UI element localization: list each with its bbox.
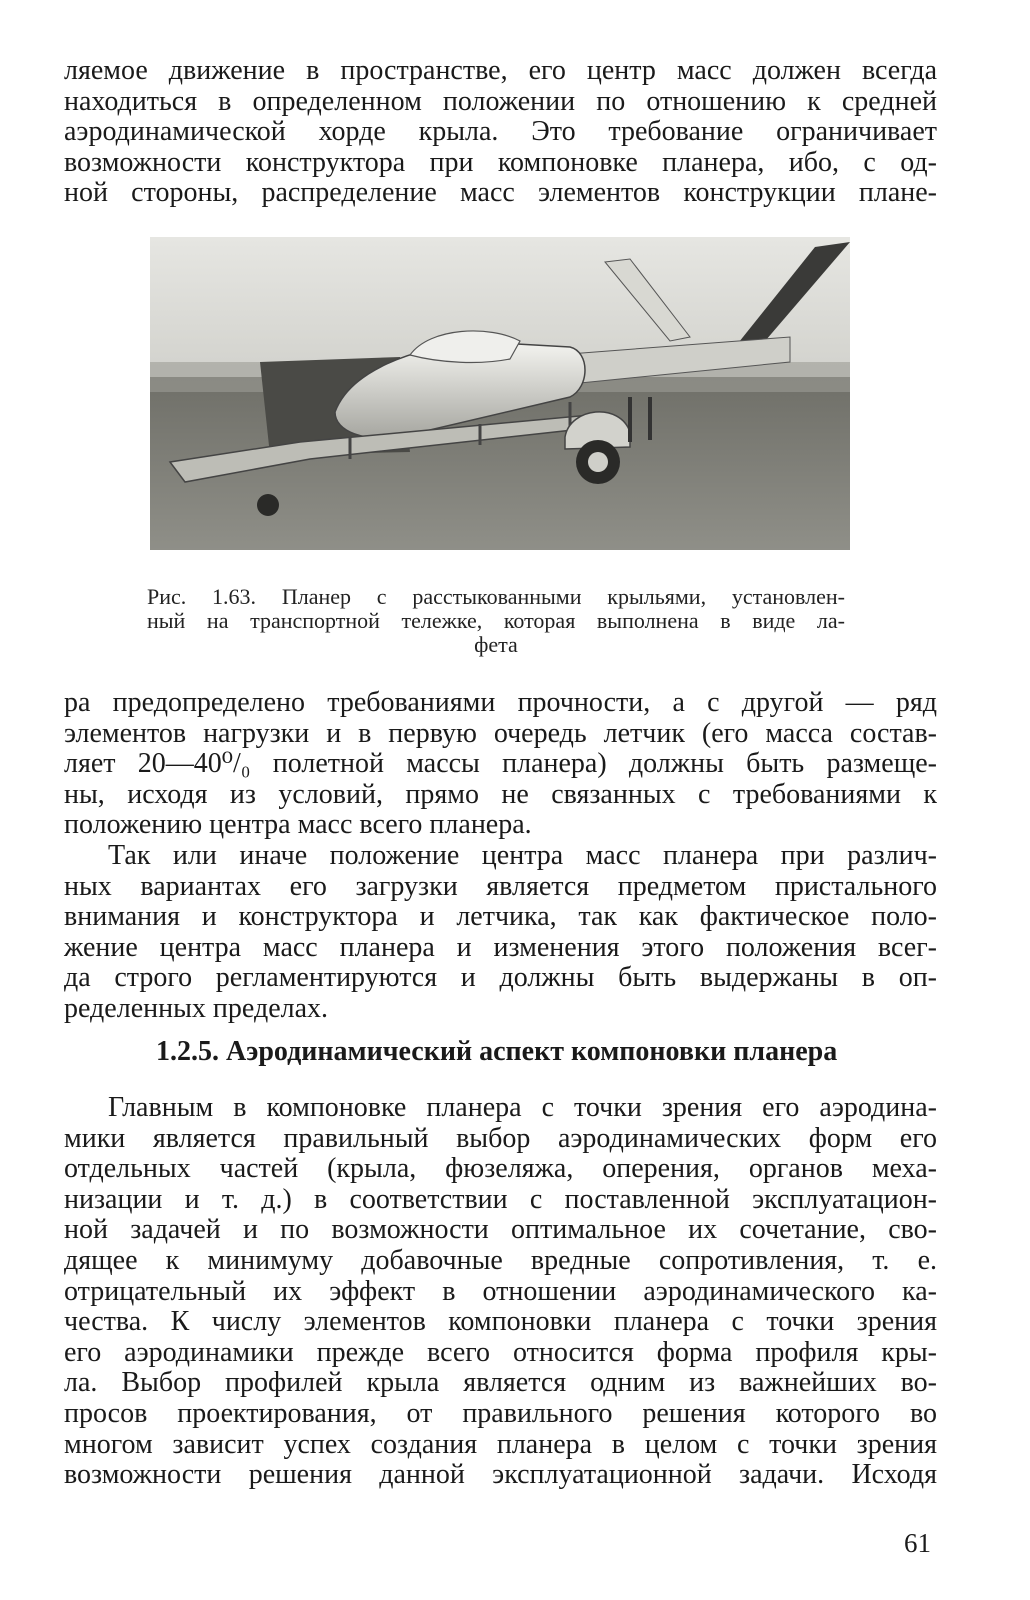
paragraph-middle — [64, 688, 937, 1025]
text-line: дящее к минимуму добавочные вредные сопротивления, т. е. — [64, 1244, 937, 1276]
text-line: ляемое движение в пространстве, его центр масс должен всегда — [64, 55, 937, 86]
text-line: внимания и конструктора и летчика, так как фактическое поло- — [64, 901, 937, 933]
text-line: мики является правильный выбор аэродинамических форм его — [64, 1122, 937, 1154]
text-line: возможности решения данной эксплуатационной задачи. Исходя — [64, 1459, 937, 1491]
text-line: ределенных пределах. — [64, 992, 329, 1024]
text-line: многом зависит успех создания планера в целом с точки зрения — [64, 1428, 937, 1460]
text-line: ной задачей и по возможности оптимальное их сочетание, сво- — [64, 1214, 937, 1246]
caption-line: Рис. 1.63. Планер с расстыкованными крыльями, установлен- — [147, 584, 845, 609]
text-line: аэродинамической хорде крыла. Это требование ограничивает — [64, 116, 937, 148]
figure-caption — [147, 585, 845, 657]
text-line: ра предопределено требованиями прочности, а с другой — ряд — [64, 687, 937, 718]
glider-on-trailer-photo — [150, 237, 850, 550]
text-line: ных вариантах его загрузки является предметом пристального — [64, 870, 937, 902]
text-line: ны, исходя из условий, прямо не связанных с требованиями к — [64, 778, 937, 810]
text-line: отрицательный их эффект в отношении аэродинамического ка- — [64, 1275, 937, 1307]
section-heading: 1.2.5. Аэродинамический аспект компоновки планера — [156, 1036, 838, 1067]
text-line: ла. Выбор профилей крыла является одним из важнейших во- — [64, 1367, 937, 1399]
text-line: ляет 20—40⁰/₀ полетной массы планера) должны быть размеще- — [64, 748, 937, 780]
text-line: возможности конструктора при компоновке планера, ибо, с од- — [64, 146, 937, 178]
page-number: 61 — [904, 1528, 931, 1558]
text-line: его аэродинамики прежде всего относится форма профиля кры- — [64, 1336, 937, 1368]
text-line: ной стороны, распределение масс элементов конструкции плане- — [64, 177, 937, 209]
text-line: Главным в компоновке планера с точки зрения его аэродина- — [108, 1092, 937, 1123]
text-line: Так или иначе положение центра масс планера при различ- — [108, 839, 937, 871]
text-line: находиться в определенном положении по отношению к средней — [64, 85, 937, 117]
text-line: отдельных частей (крыла, фюзеляжа, оперения, органов меха- — [64, 1153, 937, 1185]
text-line: элементов нагрузки и в первую очередь летчик (его масса состав- — [64, 717, 937, 749]
caption-line: фета — [474, 632, 518, 657]
text-line: просов проектирования, от правильного решения которого во — [64, 1397, 937, 1429]
paragraph-bottom — [64, 1093, 937, 1491]
text-line: положению центра масс всего планера. — [64, 809, 532, 841]
text-line: низации и т. д.) в соответствии с поставленной эксплуатацион- — [64, 1183, 937, 1215]
paragraph-top — [64, 56, 937, 209]
text-line: чества. К числу элементов компоновки планера с точки зрения — [64, 1306, 937, 1338]
text-line: жение центра масс планера и изменения этого положения всег- — [64, 931, 937, 963]
caption-line: ный на транспортной тележке, которая выполнена в виде ла- — [147, 608, 845, 633]
photo-illustration — [150, 237, 850, 550]
text-line: да строго регламентируются и должны быть выдержаны в оп- — [64, 962, 937, 994]
